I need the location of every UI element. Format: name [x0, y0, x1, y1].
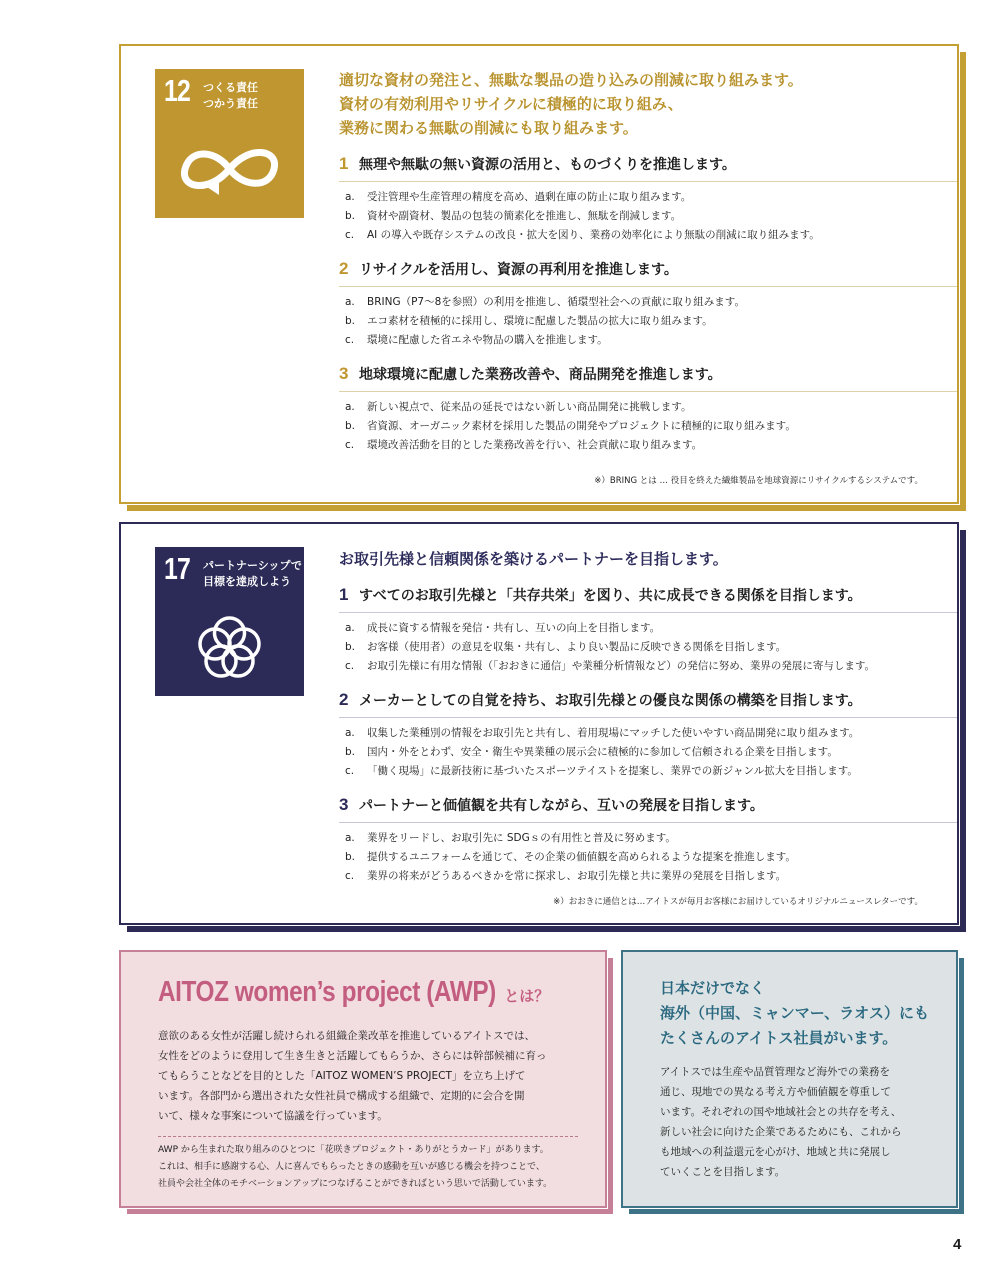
item-text: お取引先様に有用な情報（「おおきに通信」や業種分析情報など）の発信に努め、業界の発展に寄与します。: [367, 660, 875, 672]
item-text: 業界の将来がどうあるべきかを常に探求し、お取引先様と共に業界の発展を目指します。: [367, 870, 787, 882]
sdg12-content: [339, 46, 957, 455]
section-number: 2: [339, 690, 349, 709]
body-line: も地域への利益還元を心がけ、地域と共に発展し: [660, 1146, 891, 1158]
lead-line: 適切な資材の発注と、無駄な製品の造り込みの削減に取り組みます。: [339, 71, 803, 89]
item-text: エコ素材を積極的に採用し、環境に配慮した製品の拡大に取り組みます。: [367, 315, 713, 327]
awp-title-main: AITOZ women’s project (AWP): [158, 976, 496, 1008]
item-mark: a.: [345, 622, 355, 634]
item-mark: b.: [345, 210, 356, 222]
sdg12-lead: [339, 68, 957, 140]
item-mark: b.: [345, 315, 356, 327]
body-line: アイトスでは生産や品質管理など海外での業務を: [660, 1066, 890, 1078]
sdg12-tile: [155, 69, 304, 218]
item-text: 受注管理や生産管理の精度を高め、過剰在庫の防止に取り組みます。: [367, 191, 692, 203]
item-mark: c.: [345, 229, 355, 241]
item-mark: c.: [345, 765, 355, 777]
sub-line: AWP から生まれた取り組みのひとつに「花咲きプロジェクト・ありがとうカード」があります。: [158, 1145, 549, 1155]
sdg12-name: [203, 80, 258, 112]
sdg17-tile: [155, 547, 304, 696]
body-line: ていくことを目指します。: [660, 1166, 786, 1178]
list-item: [345, 743, 957, 762]
list-item: [345, 619, 957, 638]
sdg12-section-1-title: [339, 154, 957, 182]
item-text: 資材や副資材、製品の包装の簡素化を推進し、無駄を削減します。: [367, 210, 682, 222]
sdg17-lead: [339, 547, 957, 571]
section-number: 2: [339, 259, 349, 278]
sdg17-name-line1: パートナーシップで: [203, 559, 302, 572]
item-text: 環境改善活動を目的とした業務改善を行い、社会貢献に取り組みます。: [367, 439, 703, 451]
sub-line: これは、相手に感謝する心、人に喜んでもらったときの感動を互いが感じる機会を持つことで、: [158, 1162, 545, 1172]
sdg17-section-2-items: [339, 724, 957, 781]
sdg17-footnote: ※）おおきに通信とは…アイトスが毎月お客様にお届けしているオリジナルニュースレターです。: [553, 897, 923, 907]
lead-line: 資材の有効利用やリサイクルに積極的に取り組み、: [339, 95, 683, 113]
sdg12-name-line2: つかう責任: [203, 97, 258, 110]
item-mark: b.: [345, 420, 356, 432]
body-line: 通じ、現地での異なる考え方や価値観を尊重して: [660, 1086, 891, 1098]
body-line: 意欲のある女性が活躍し続けられる組織企業改革を推進しているアイトスでは、: [158, 1030, 535, 1042]
section-title-text: パートナーと価値観を共有しながら、互いの発展を目指します。: [359, 798, 764, 814]
item-mark: b.: [345, 641, 356, 653]
section-title-text: メーカーとしての自覚を持ち、お取引先様との優良な関係の構築を目指します。: [359, 693, 862, 709]
item-mark: c.: [345, 870, 355, 882]
item-text: 成長に資する情報を発信・共有し、互いの向上を目指します。: [367, 622, 661, 634]
body-line: いて、様々な事案について協議を行っています。: [158, 1110, 388, 1122]
list-item: [345, 398, 957, 417]
section-title-text: 無理や無駄の無い資源の活用と、ものづくりを推進します。: [359, 157, 736, 173]
awp-title: [158, 976, 549, 1009]
sdg17-section-3-title: [339, 795, 957, 823]
overseas-box: [621, 950, 958, 1208]
item-text: AI の導入や既存システムの改良・拡大を図り、業務の効率化により無駄の削減に取り組みます。: [367, 229, 820, 241]
list-item: [345, 312, 957, 331]
list-item: [345, 829, 957, 848]
list-item: [345, 417, 957, 436]
heading-line: 海外（中国、ミャンマー、ラオス）にも: [660, 1004, 929, 1022]
body-line: てもらうことなどを目的とした「AITOZ WOMEN’S PROJECT」を立ち上げて: [158, 1070, 526, 1082]
sdg17-section-1-title: [339, 585, 957, 613]
awp-subtext: [158, 1142, 588, 1193]
sdg17-panel: [119, 522, 959, 925]
item-mark: a.: [345, 296, 355, 308]
list-item: [345, 848, 957, 867]
section-number: 3: [339, 795, 349, 814]
sdg12-footnote: ※）BRING とは … 役目を終えた繊維製品を地球資源にリサイクルするシステムです。: [594, 476, 923, 486]
sdg12-name-line1: つくる責任: [203, 81, 258, 94]
list-item: [345, 331, 957, 350]
section-title-text: すべてのお取引先様と「共存共栄」を図り、共に成長できる関係を目指します。: [359, 588, 862, 604]
sdg12-section-2-items: [339, 293, 957, 350]
sdg17-content: [339, 524, 957, 886]
awp-title-suffix: とは？: [504, 987, 550, 1005]
item-text: 収集した業種別の情報をお取引先と共有し、着用現場にマッチした使いやすい商品開発に取り組みます。: [367, 727, 860, 739]
interlocking-rings-icon: [155, 607, 304, 687]
list-item: [345, 657, 957, 676]
item-text: 環境に配慮した省エネや物品の購入を推進します。: [367, 334, 608, 346]
sdg12-number: 12: [164, 73, 190, 108]
item-text: 新しい視点で、従来品の延長ではない新しい商品開発に挑戦します。: [367, 401, 692, 413]
item-text: お客様（使用者）の意見を収集・共有し、より良い製品に反映できる関係を目指します。: [367, 641, 787, 653]
sub-line: 社員や会社全体のモチベーションアップにつなげることができればという思いで活動しています。: [158, 1179, 553, 1189]
sdg17-section-2-title: [339, 690, 957, 718]
item-text: 国内・外をとわず、安全・衛生や異業種の展示会に積極的に参加して信頼される企業を目指します。: [367, 746, 838, 758]
sdg12-section-1-items: [339, 188, 957, 245]
sdg17-number: 17: [164, 551, 190, 586]
item-mark: a.: [345, 832, 355, 844]
section-title-text: リサイクルを活用し、資源の再利用を推進します。: [359, 262, 678, 278]
list-item: [345, 638, 957, 657]
sdg12-section-2-title: [339, 259, 957, 287]
body-line: 新しい社会に向けた企業であるためにも、これから: [660, 1126, 902, 1138]
item-mark: a.: [345, 727, 355, 739]
page-number: 4: [953, 1236, 962, 1253]
item-text: 提供するユニフォームを通じて、その企業の価値観を高められるような提案を推進します。: [367, 851, 796, 863]
section-title-text: 地球環境に配慮した業務改善や、商品開発を推進します。: [359, 367, 722, 383]
item-mark: b.: [345, 746, 356, 758]
item-mark: b.: [345, 851, 356, 863]
list-item: [345, 293, 957, 312]
sdg12-panel: [119, 44, 959, 504]
dashed-divider: [158, 1136, 578, 1137]
section-number: 3: [339, 364, 349, 383]
sdg12-section-3-items: [339, 398, 957, 455]
body-line: 女性をどのように登用して生き生きと活躍してもらうか、さらには幹部候補に育っ: [158, 1050, 547, 1062]
awp-box: [119, 950, 607, 1208]
item-mark: a.: [345, 191, 355, 203]
sdg17-section-3-items: [339, 829, 957, 886]
item-mark: c.: [345, 439, 355, 451]
overseas-heading: [660, 976, 929, 1051]
overseas-body: [660, 1062, 902, 1182]
list-item: [345, 724, 957, 743]
body-line: います。それぞれの国や地域社会との共存を考え、: [660, 1106, 902, 1118]
list-item: [345, 867, 957, 886]
list-item: [345, 207, 957, 226]
sdg17-name: [203, 558, 302, 590]
sdg17-section-1-items: [339, 619, 957, 676]
lead-line: お取引先様と信頼関係を築けるパートナーを目指します。: [339, 550, 728, 568]
item-text: 省資源、オーガニック素材を採用した製品の開発やプロジェクトに積極的に取り組みます。: [367, 420, 796, 432]
lead-line: 業務に関わる無駄の削減にも取り組みます。: [339, 119, 638, 137]
item-text: BRING（P7～8を参照）の利用を推進し、循環型社会への貢献に取り組みます。: [367, 296, 745, 308]
section-number: 1: [339, 154, 349, 173]
item-mark: c.: [345, 660, 355, 672]
body-line: います。各部門から選出された女性社員で構成する組織で、定期的に会合を開: [158, 1090, 525, 1102]
infinity-arrow-icon: [155, 129, 304, 209]
sdg17-name-line2: 目標を達成しよう: [203, 575, 291, 588]
heading-line: たくさんのアイトス社員がいます。: [660, 1029, 898, 1047]
list-item: [345, 188, 957, 207]
heading-line: 日本だけでなく: [660, 979, 766, 997]
list-item: [345, 226, 957, 245]
item-mark: a.: [345, 401, 355, 413]
awp-body: [158, 1026, 588, 1126]
list-item: [345, 436, 957, 455]
item-mark: c.: [345, 334, 355, 346]
sdg12-section-3-title: [339, 364, 957, 392]
section-number: 1: [339, 585, 349, 604]
item-text: 業界をリードし、お取引先に SDGｓの有用性と普及に努めます。: [367, 832, 676, 844]
list-item: [345, 762, 957, 781]
item-text: 「働く現場」に最新技術に基づいたスポーツテイストを提案し、業界での新ジャンル拡大を目指します。: [367, 765, 858, 777]
